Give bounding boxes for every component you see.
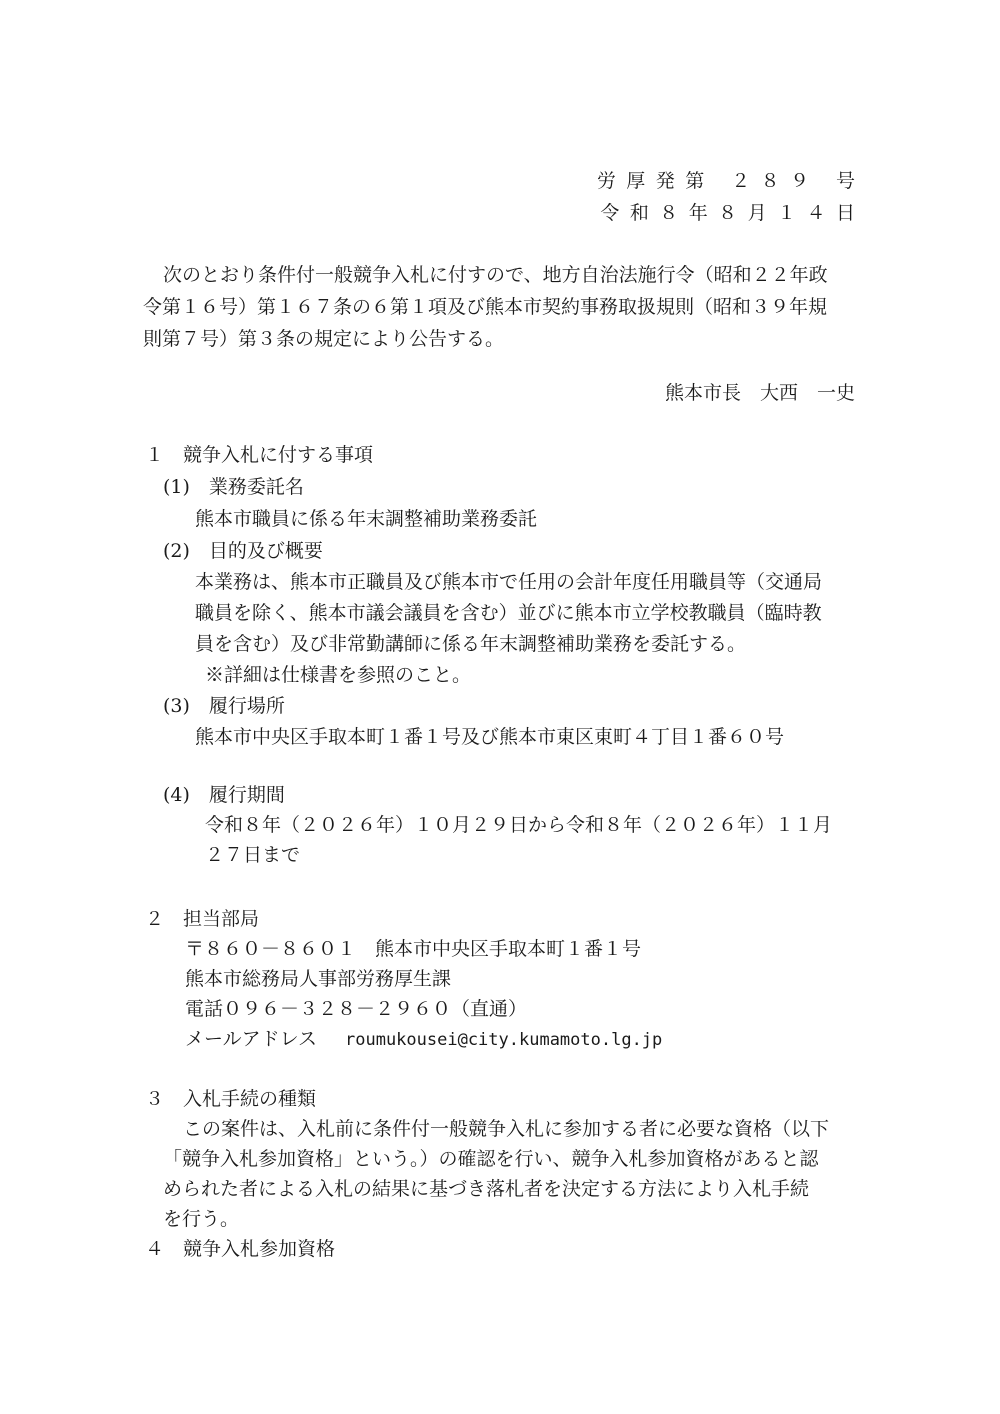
intro-line-1: 次のとおり条件付一般競争入札に付すので、地方自治法施行令（昭和２２年政 — [163, 264, 828, 286]
intro-line-3: 則第７号）第３条の規定により公告する。 — [143, 328, 505, 350]
signature: 熊本市長 大西 一史 — [664, 382, 855, 404]
item-1-body: 熊本市職員に係る年末調整補助業務委託 — [195, 508, 538, 530]
section-2-heading: ２ 担当部局 — [145, 908, 260, 930]
section-4-heading: ４ 競争入札参加資格 — [145, 1238, 336, 1260]
section-3-heading: ３ 入札手続の種類 — [145, 1088, 317, 1110]
item-2-body-line-1: 本業務は、熊本市正職員及び熊本市で任用の会計年度任用職員等（交通局 — [195, 571, 823, 593]
email-address: roumukousei@city.kumamoto.lg.jp — [345, 1030, 663, 1050]
item-2-body-line-3: 員を含む）及び非常勤講師に係る年末調整補助業務を委託する。 — [195, 633, 747, 655]
item-4-body-line-1: 令和８年（２０２６年）１０月２９日から令和８年（２０２６年）１１月 — [205, 814, 833, 836]
item-3-body: 熊本市中央区手取本町１番１号及び熊本市東区東町４丁目１番６０号 — [195, 726, 785, 748]
item-2-note: ※詳細は仕様書を参照のこと。 — [205, 664, 472, 686]
postal-address: 〒８６０－８６０１ 熊本市中央区手取本町１番１号 — [185, 938, 642, 960]
section-3-body-line-3: められた者による入札の結果に基づき落札者を決定する方法により入札手続 — [163, 1178, 810, 1200]
document-number: 労厚発第 ２８９ 号 — [596, 170, 866, 192]
email-label: メールアドレス — [185, 1028, 318, 1050]
section-3-body-line-1: この案件は、入札前に条件付一般競争入札に参加する者に必要な資格（以下 — [183, 1118, 830, 1140]
phone-number: 電話０９６－３２８－２９６０（直通） — [185, 998, 528, 1020]
item-2-label: (2) 目的及び概要 — [163, 540, 323, 562]
item-1-label: (1) 業務委託名 — [163, 476, 304, 498]
item-4-body-line-2: ２７日まで — [205, 844, 301, 866]
intro-line-2: 令第１６号）第１６７条の６第１項及び熊本市契約事務取扱規則（昭和３９年規 — [143, 296, 828, 318]
item-2-body-line-2: 職員を除く、熊本市議会議員を含む）並びに熊本市立学校教職員（臨時教 — [195, 602, 822, 624]
department-name: 熊本市総務局人事部労務厚生課 — [185, 968, 452, 990]
section-3-body-line-2: 「競争入札参加資格」という。）の確認を行い、競争入札参加資格があると認 — [163, 1148, 819, 1170]
document-date: 令和８年８月１４日 — [600, 202, 866, 224]
section-3-body-line-4: を行う。 — [163, 1208, 240, 1230]
item-4-label: (4) 履行期間 — [163, 784, 285, 806]
section-1-heading: １ 競争入札に付する事項 — [145, 444, 374, 466]
item-3-label: (3) 履行場所 — [163, 695, 285, 717]
